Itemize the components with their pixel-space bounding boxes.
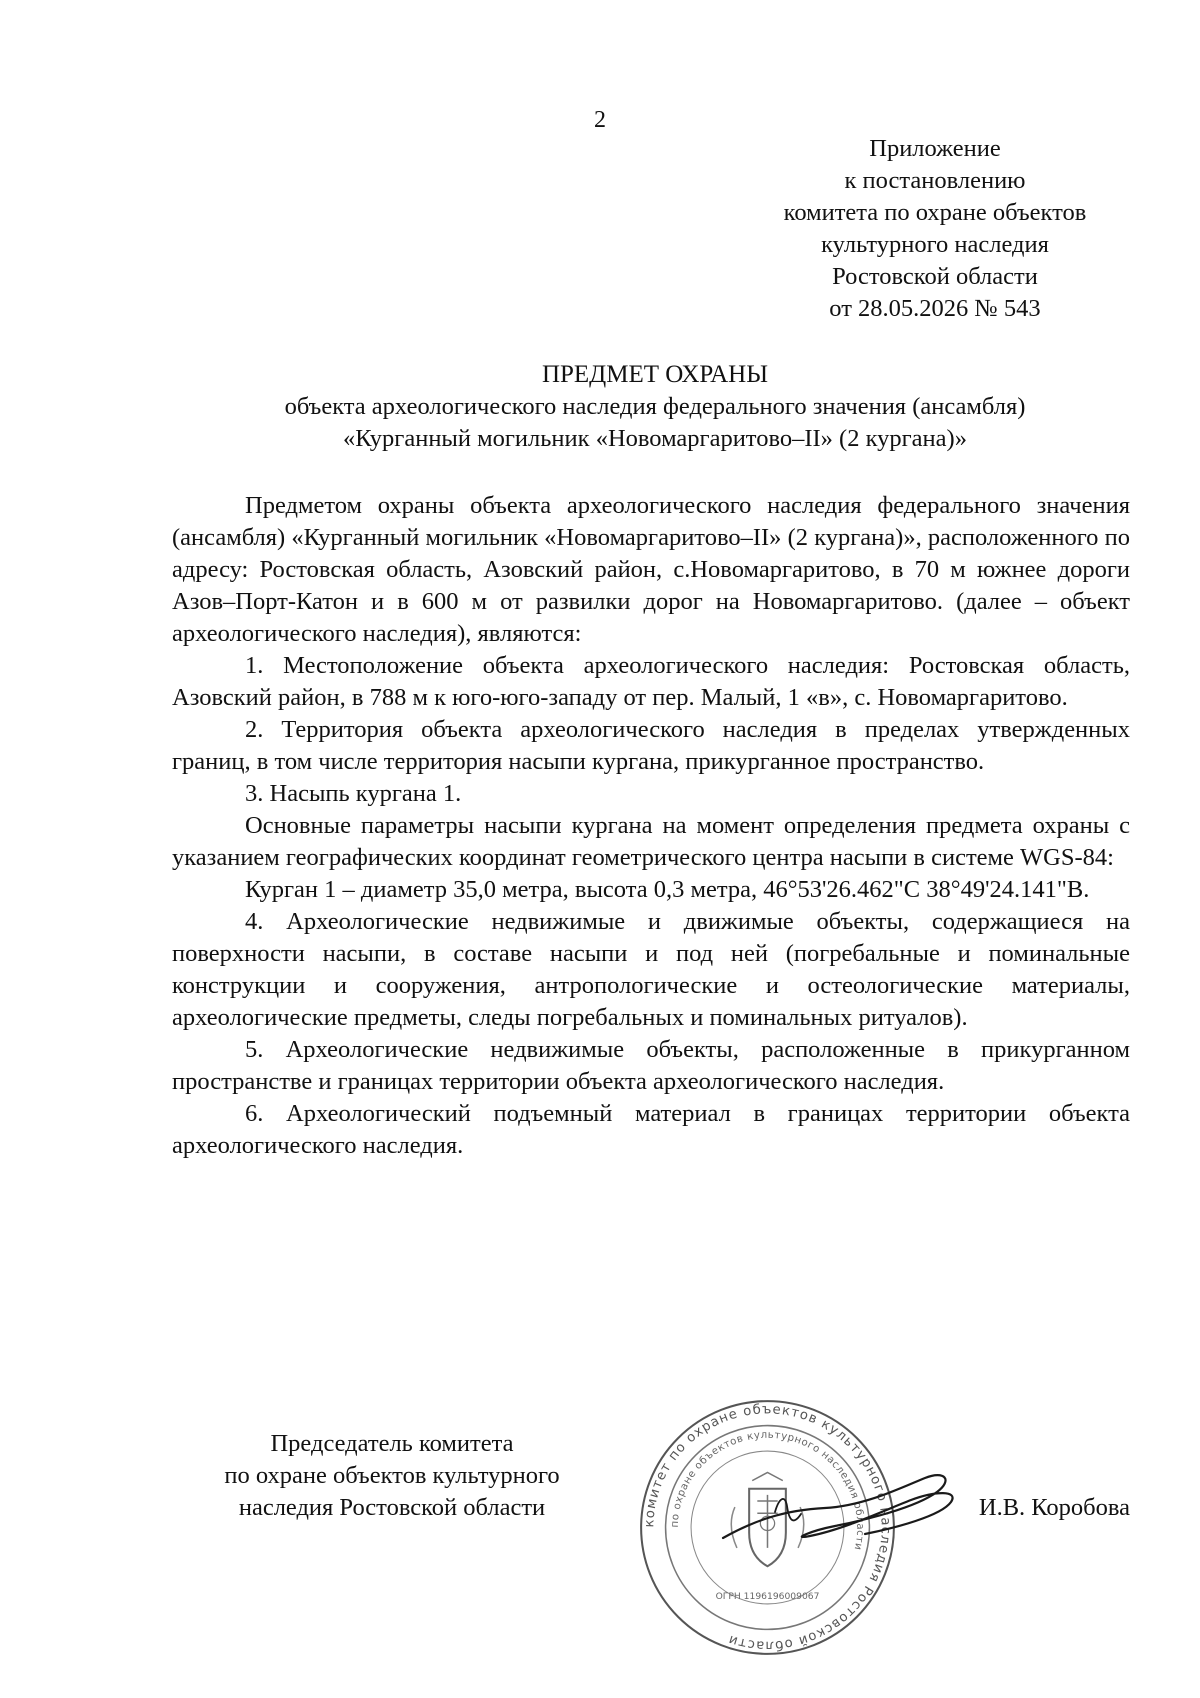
annex-line: культурного наследия [821, 231, 1049, 258]
paragraph: 6. Археологический подъемный материал в границах территории объекта археологического наследия. [172, 1100, 1130, 1159]
document-title: ПРЕДМЕТ ОХРАНЫ [541, 361, 769, 388]
paragraph: Основные параметры насыпи кургана на момент определения предмета охраны с указанием географических координат геометрического центра насыпи в системе WGS-84: [172, 812, 1130, 871]
annex-line: комитета по охране объектов [783, 199, 1087, 226]
signatory-position-line: Председатель комитета [270, 1430, 514, 1457]
seal-code: ОГРН 1196196009067 [715, 1590, 820, 1602]
document-body [172, 490, 1130, 1162]
paragraph: 1. Местоположение объекта археологического наследия: Ростовская область, Азовский район, в 788 м к юго-юго-западу от пер. Малый, 1 «в», с. Новомаргаритово. [172, 652, 1130, 711]
annex-line: от 28.05.2026 № 543 [829, 295, 1041, 322]
paragraph: 3. Насыпь кургана 1. [245, 780, 462, 807]
paragraph: Курган 1 – диаметр 35,0 метра, высота 0,3 метра, 46°53'26.462"С 38°49'24.141"В. [245, 876, 1090, 903]
signatory-position-line: по охране объектов культурного [224, 1462, 560, 1489]
seal-outer-text: комитет по охране объектов культурного наследия Ростовской области [642, 1402, 893, 1653]
seal-inner-text: по охране объектов культурного наследия области [669, 1429, 866, 1552]
document-subtitle: объекта археологического наследия федерального значения (ансамбля) [284, 393, 1026, 420]
signatory-name: И.В. Коробова [978, 1494, 1130, 1521]
document-subtitle: «Курганный могильник «Новомаргаритово–II» (2 кургана)» [343, 425, 967, 452]
document-title-block [160, 359, 1150, 455]
paragraph: 2. Территория объекта археологического наследия в пределах утвержденных границ, в том числе территория насыпи кургана, прикурганное пространство. [172, 716, 1130, 775]
paragraph: 4. Археологические недвижимые и движимые объекты, содержащиеся на поверхности насыпи, в составе насыпи и под ней (погребальные и поминальные конструкции и сооружения, антропологические и остеологические материалы, археологические предметы, следы погребальных и поминальных ритуалов). [172, 908, 1130, 1031]
paragraph: 5. Археологические недвижимые объекты, расположенные в прикурганном пространстве и границах территории объекта археологического наследия. [172, 1036, 1130, 1095]
annex-line: Ростовской области [832, 263, 1038, 290]
annex-line: Приложение [869, 135, 1001, 162]
annex-header [740, 133, 1130, 325]
page-number: 2 [594, 107, 606, 133]
annex-line: к постановлению [844, 167, 1026, 194]
handwritten-signature [715, 1450, 965, 1560]
signatory-position [172, 1428, 612, 1524]
signatory-position-line: наследия Ростовской области [238, 1494, 546, 1521]
paragraph: Предметом охраны объекта археологического наследия федерального значения (ансамбля) «Курганный могильник «Новомаргаритово–II» (2 кургана)», расположенного по адресу: Ростовская область, Азовский район, с.Новомаргаритово, в 70 м южнее дороги Азов–Порт-Катон и в 600 м от развилки дорог на Новомаргаритово. (далее – объект археологического наследия), являются: [172, 492, 1130, 647]
